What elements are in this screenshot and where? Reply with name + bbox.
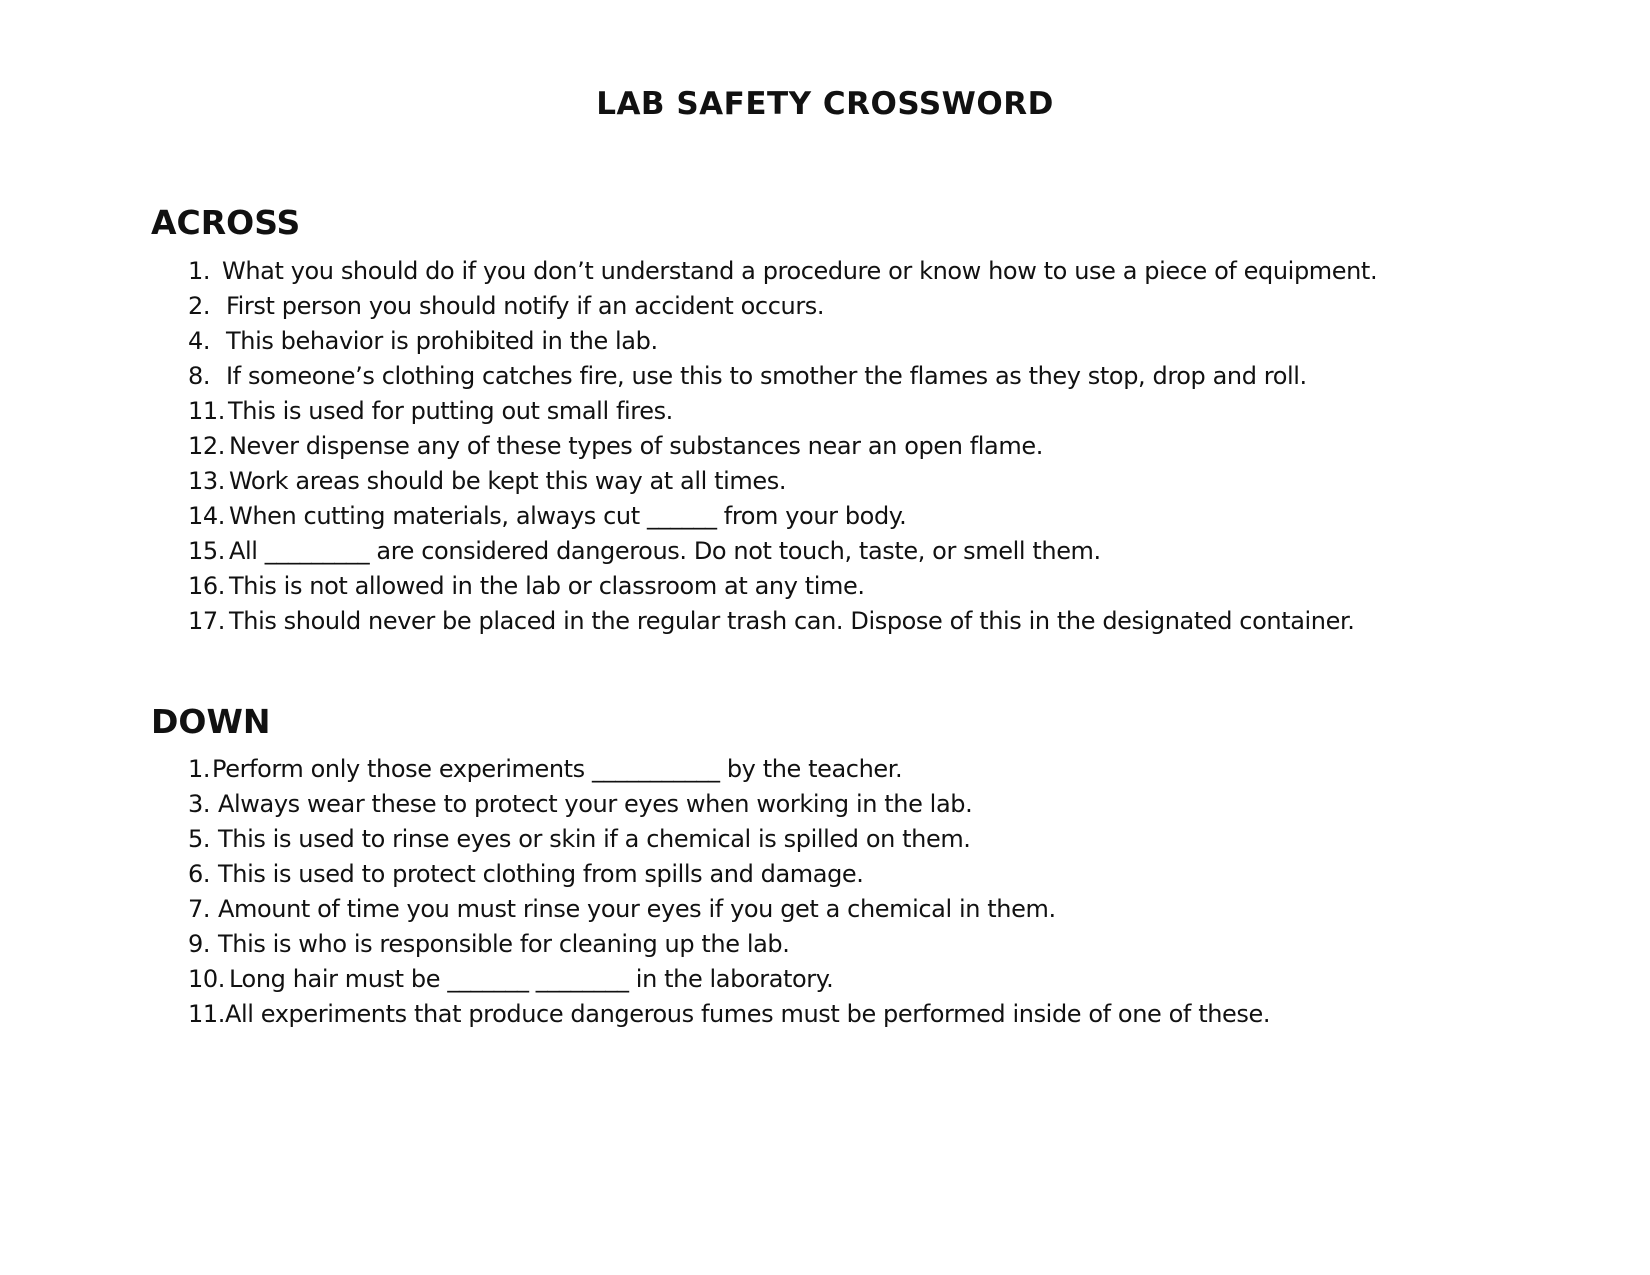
- clue-number: 11.: [188, 397, 225, 425]
- clue-number: 4.: [188, 327, 211, 355]
- clue-item: [188, 962, 1270, 997]
- across-clue-list: [188, 254, 1377, 639]
- clue-text: Amount of time you must rinse your eyes if you get a chemical in them.: [218, 895, 1056, 923]
- clue-text: This is used to rinse eyes or skin if a chemical is spilled on them.: [218, 825, 971, 853]
- clue-number: 7.: [188, 895, 211, 923]
- clue-item: [188, 359, 1377, 394]
- across-heading: ACROSS: [151, 203, 301, 242]
- clue-number: 17.: [188, 607, 225, 635]
- clue-text: This is used to protect clothing from spills and damage.: [218, 860, 864, 888]
- clue-item: [188, 324, 1377, 359]
- clue-item: [188, 787, 1270, 822]
- down-clue-list: [188, 752, 1270, 1032]
- clue-number: 8.: [188, 362, 211, 390]
- clue-item: [188, 752, 1270, 787]
- clue-text: First person you should notify if an accident occurs.: [226, 292, 825, 320]
- clue-item: [188, 857, 1270, 892]
- clue-item: [188, 892, 1270, 927]
- clue-number: 1.: [188, 257, 211, 285]
- clue-number: 6.: [188, 860, 211, 888]
- clue-text: If someone’s clothing catches fire, use this to smother the flames as they stop, drop and roll.: [226, 362, 1307, 390]
- clue-text: Long hair must be _______ ________ in the laboratory.: [229, 965, 834, 993]
- clue-text: This is not allowed in the lab or classroom at any time.: [229, 572, 865, 600]
- clue-text: All _________ are considered dangerous. Do not touch, taste, or smell them.: [229, 537, 1101, 565]
- clue-number: 11.: [188, 1000, 225, 1028]
- clue-number: 15.: [188, 537, 225, 565]
- clue-number: 3.: [188, 790, 211, 818]
- clue-text: This should never be placed in the regular trash can. Dispose of this in the designated container.: [229, 607, 1355, 635]
- clue-text: This is who is responsible for cleaning up the lab.: [218, 930, 790, 958]
- clue-item: [188, 289, 1377, 324]
- clue-item: [188, 254, 1377, 289]
- clue-item: [188, 927, 1270, 962]
- clue-number: 1.: [188, 755, 211, 783]
- clue-number: 12.: [188, 432, 225, 460]
- clue-item: [188, 499, 1377, 534]
- clue-number: 16.: [188, 572, 225, 600]
- clue-item: [188, 534, 1377, 569]
- clue-item: [188, 997, 1270, 1032]
- clue-text: All experiments that produce dangerous fumes must be performed inside of one of these.: [225, 1000, 1271, 1028]
- clue-item: [188, 604, 1377, 639]
- clue-item: [188, 429, 1377, 464]
- clue-number: 5.: [188, 825, 211, 853]
- clue-item: [188, 394, 1377, 429]
- clue-text: Always wear these to protect your eyes when working in the lab.: [218, 790, 973, 818]
- clue-text: Perform only those experiments ___________ by the teacher.: [212, 755, 903, 783]
- page-title: LAB SAFETY CROSSWORD: [596, 86, 1054, 122]
- clue-number: 13.: [188, 467, 225, 495]
- clue-number: 14.: [188, 502, 225, 530]
- clue-text: This behavior is prohibited in the lab.: [226, 327, 658, 355]
- clue-item: [188, 464, 1377, 499]
- clue-text: When cutting materials, always cut ______ from your body.: [229, 502, 907, 530]
- clue-item: [188, 569, 1377, 604]
- clue-number: 10.: [188, 965, 225, 993]
- clue-text: Never dispense any of these types of substances near an open flame.: [229, 432, 1043, 460]
- clue-item: [188, 822, 1270, 857]
- down-heading: DOWN: [151, 702, 271, 741]
- clue-text: This is used for putting out small fires.: [228, 397, 673, 425]
- clue-text: Work areas should be kept this way at all times.: [229, 467, 787, 495]
- clue-number: 2.: [188, 292, 211, 320]
- clue-number: 9.: [188, 930, 211, 958]
- clue-text: What you should do if you don’t understand a procedure or know how to use a piece of equipment.: [222, 257, 1378, 285]
